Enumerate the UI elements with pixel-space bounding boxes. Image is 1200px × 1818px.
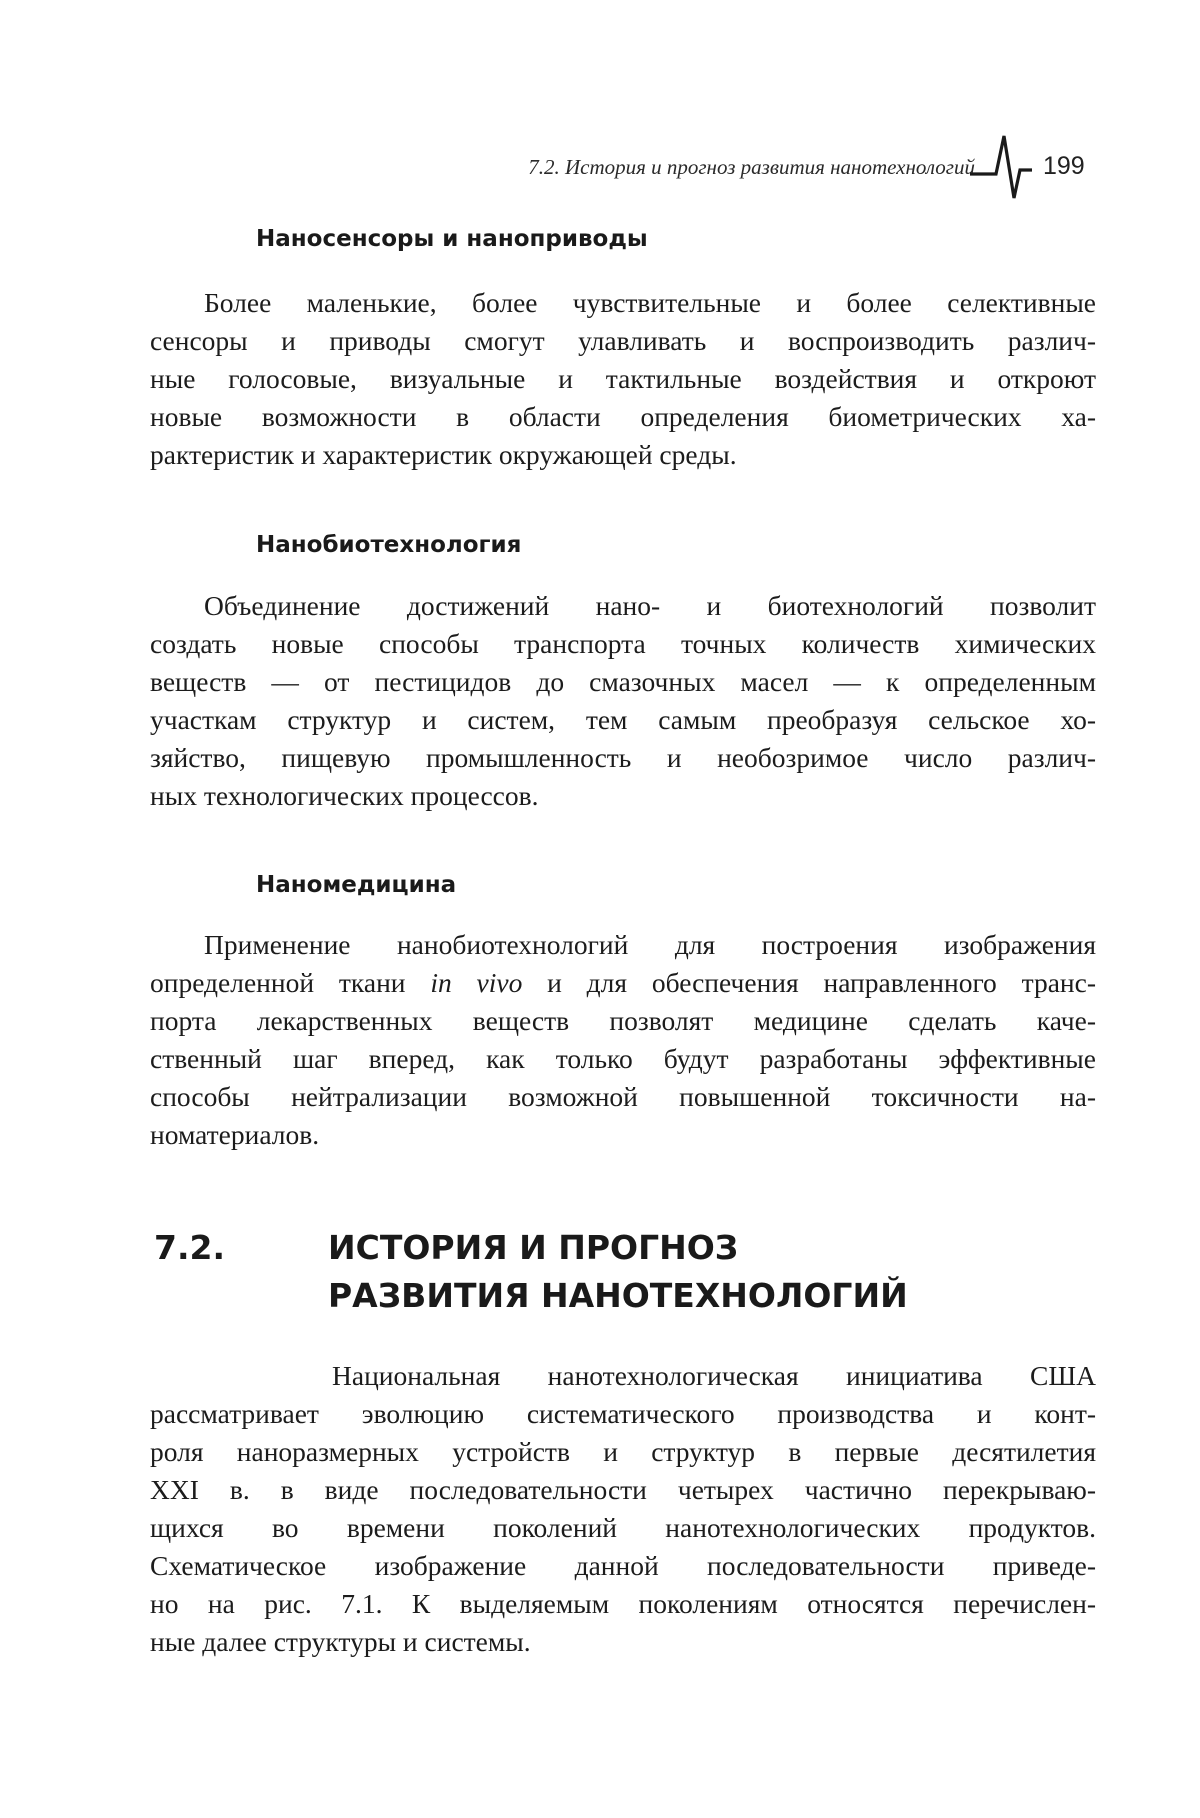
text-line: рассматривает эволюцию систематического производства и конт- xyxy=(150,1398,1096,1429)
text-line: участкам структур и систем, тем самым преобразуя сельское хо- xyxy=(150,704,1096,735)
section-title-line-1: ИСТОРИЯ И ПРОГНОЗ xyxy=(328,1228,739,1267)
text-line: Применение нанобиотехнологий для построения изображения xyxy=(204,929,1096,960)
text-line: ные далее структуры и системы. xyxy=(150,1626,531,1657)
subheading-nanosensors: Наносенсоры и наноприводы xyxy=(256,226,648,252)
text-line: ные голосовые, визуальные и тактильные воздействия и откроют xyxy=(150,363,1096,394)
paragraph-nni xyxy=(150,1357,1096,1661)
text-line: ных технологических процессов. xyxy=(150,780,539,811)
text-line: сенсоры и приводы смогут улавливать и воспроизводить различ- xyxy=(150,325,1096,356)
running-header-title: 7.2. История и прогноз развития нанотехнологий xyxy=(528,155,975,179)
text-line: новые возможности в области определения биометрических ха- xyxy=(150,401,1096,432)
text-line: Объединение достижений нано- и биотехнологий позволит xyxy=(204,590,1096,621)
text-fragment: определенной ткани xyxy=(150,967,431,998)
section-heading xyxy=(150,1228,1096,1348)
text-line: способы нейтрализации возможной повышенной токсичности на- xyxy=(150,1081,1096,1112)
paragraph-nanosensors xyxy=(150,284,1096,474)
italic-term: in vivo xyxy=(430,967,523,998)
section-title-line-2: РАЗВИТИЯ НАНОТЕХНОЛОГИЙ xyxy=(328,1276,908,1315)
text-line: Схематическое изображение данной последовательности приведе- xyxy=(150,1550,1096,1581)
text-line: XXI в. в виде последовательности четырех частично перекрываю- xyxy=(150,1474,1096,1505)
text-line: рактеристик и характеристик окружающей среды. xyxy=(150,439,737,470)
text-line: щихся во времени поколений нанотехнологических продуктов. xyxy=(150,1512,1096,1543)
subheading-nanobiotech: Нанобиотехнология xyxy=(256,532,522,558)
text-line: создать новые способы транспорта точных количеств химических xyxy=(150,628,1096,659)
text-line: но на рис. 7.1. К выделяемым поколениям относятся перечислен- xyxy=(150,1588,1096,1619)
text-line: веществ — от пестицидов до смазочных масел — к определенным xyxy=(150,666,1096,697)
text-fragment: и для обеспечения направленного транс- xyxy=(522,967,1096,998)
subheading-nanomedicine: Наномедицина xyxy=(256,872,457,898)
text-line: зяйство, пищевую промышленность и необозримое число различ- xyxy=(150,742,1096,773)
text-line: Национальная нанотехнологическая инициатива США xyxy=(332,1360,1096,1391)
text-line-mixed xyxy=(150,964,1096,1002)
running-header xyxy=(150,150,1150,210)
text-line: Более маленькие, более чувствительные и более селективные xyxy=(204,287,1096,318)
page-number: 199 xyxy=(1043,152,1085,180)
pulse-icon xyxy=(968,132,1034,202)
text-line: ственный шаг вперед, как только будут разработаны эффективные xyxy=(150,1043,1096,1074)
text-line: роля наноразмерных устройств и структур в первые десятилетия xyxy=(150,1436,1096,1467)
text-line: порта лекарственных веществ позволят медицине сделать каче- xyxy=(150,1005,1096,1036)
paragraph-nanobiotech xyxy=(150,587,1096,815)
section-number: 7.2. xyxy=(154,1228,225,1267)
text-line: номатериалов. xyxy=(150,1119,320,1150)
paragraph-nanomedicine xyxy=(150,926,1096,1154)
